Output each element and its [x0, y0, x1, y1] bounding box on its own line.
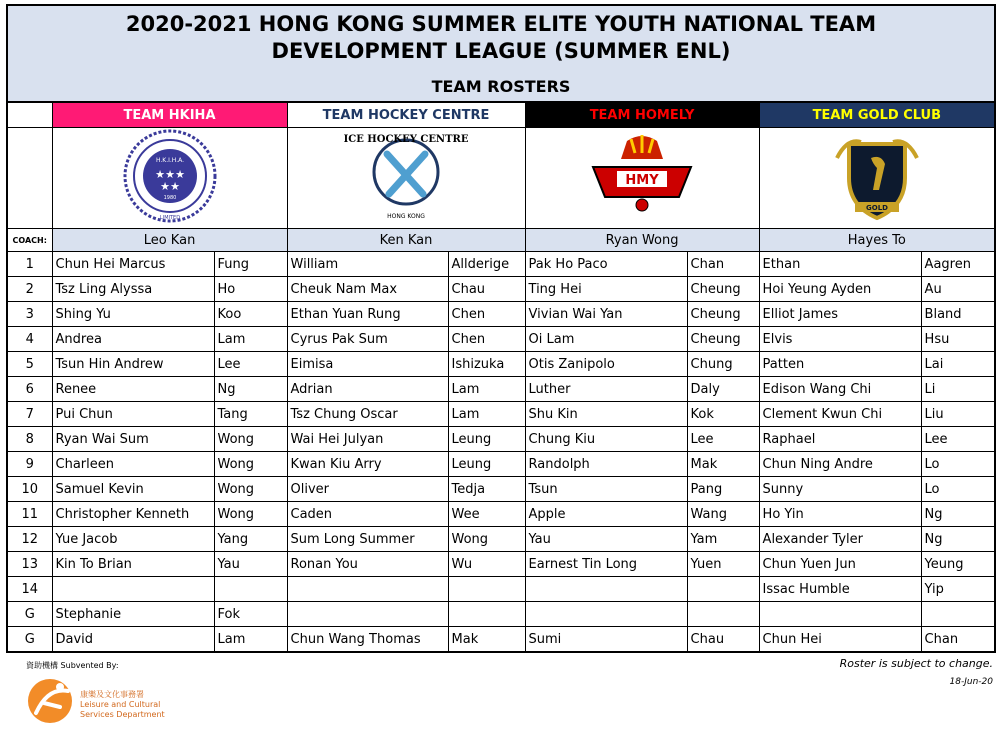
first-name: Yue Jacob	[52, 527, 214, 552]
last-name: Wong	[214, 502, 287, 527]
jersey-number: 3	[7, 302, 52, 327]
title-block	[6, 4, 996, 101]
last-name: Lam	[214, 627, 287, 653]
first-name: Ho Yin	[759, 502, 921, 527]
last-name: Chau	[448, 277, 525, 302]
last-name: Pang	[687, 477, 759, 502]
jersey-number: 5	[7, 352, 52, 377]
first-name: Charleen	[52, 452, 214, 477]
homely-logo-text: HMY	[625, 173, 659, 188]
first-name: Stephanie	[52, 602, 214, 627]
table-row	[7, 602, 995, 627]
jersey-number: G	[7, 602, 52, 627]
last-name: Lee	[687, 427, 759, 452]
last-name	[921, 602, 995, 627]
first-name: William	[287, 252, 448, 277]
hkiha-logo-text: H.K.I.H.A.	[155, 157, 184, 164]
roster-date: 18-Jun-20	[949, 677, 993, 687]
first-name: Wai Hei Julyan	[287, 427, 448, 452]
svg-text:★: ★	[174, 168, 185, 181]
coach-label: COACH:	[7, 229, 52, 252]
last-name: Cheung	[687, 327, 759, 352]
team-name-gold-club: TEAM GOLD CLUB	[759, 102, 995, 128]
first-name: Kwan Kiu Arry	[287, 452, 448, 477]
last-name: Tang	[214, 402, 287, 427]
last-name: Leung	[448, 452, 525, 477]
last-name: Wong	[214, 427, 287, 452]
table-row	[7, 427, 995, 452]
last-name: Chen	[448, 302, 525, 327]
jersey-number: 12	[7, 527, 52, 552]
last-name: Chan	[921, 627, 995, 653]
gold-club-logo-text: GOLD	[865, 204, 888, 212]
title-line-1: 2020-2021 HONG KONG SUMMER ELITE YOUTH NATIONAL TEAM	[125, 12, 877, 36]
first-name: Cyrus Pak Sum	[287, 327, 448, 352]
last-name: Daly	[687, 377, 759, 402]
first-name: Chun Hei	[759, 627, 921, 653]
last-name: Mak	[448, 627, 525, 653]
table-row	[7, 252, 995, 277]
first-name: Kin To Brian	[52, 552, 214, 577]
lcsd-name-zh: 康樂及文化事務署	[80, 690, 144, 699]
first-name: Tsz Ling Alyssa	[52, 277, 214, 302]
svg-text:★: ★	[169, 180, 180, 193]
hockey-centre-logo	[287, 128, 525, 229]
last-name: Mak	[687, 452, 759, 477]
first-name: Pui Chun	[52, 402, 214, 427]
last-name: Chan	[687, 252, 759, 277]
last-name	[687, 602, 759, 627]
hkiha-logo-year: 1980	[163, 195, 176, 201]
table-row	[7, 452, 995, 477]
last-name	[448, 577, 525, 602]
last-name: Lam	[214, 327, 287, 352]
first-name: David	[52, 627, 214, 653]
first-name: Caden	[287, 502, 448, 527]
first-name: Oliver	[287, 477, 448, 502]
first-name: Sum Long Summer	[287, 527, 448, 552]
first-name	[287, 577, 448, 602]
first-name: Chun Ning Andre	[759, 452, 921, 477]
last-name: Bland	[921, 302, 995, 327]
first-name: Chung Kiu	[525, 427, 687, 452]
last-name: Yam	[687, 527, 759, 552]
hkiha-logo-bottom: LIMITED	[159, 215, 180, 221]
last-name: Yau	[214, 552, 287, 577]
last-name: Allderige	[448, 252, 525, 277]
jersey-number: 8	[7, 427, 52, 452]
first-name: Pak Ho Paco	[525, 252, 687, 277]
first-name: Clement Kwun Chi	[759, 402, 921, 427]
first-name: Chun Yuen Jun	[759, 552, 921, 577]
first-name: Vivian Wai Yan	[525, 302, 687, 327]
first-name	[287, 602, 448, 627]
first-name: Ryan Wai Sum	[52, 427, 214, 452]
first-name	[525, 577, 687, 602]
first-name: Cheuk Nam Max	[287, 277, 448, 302]
coach-homely: Ryan Wong	[525, 229, 759, 252]
table-row	[7, 377, 995, 402]
svg-text:★: ★	[159, 180, 170, 193]
first-name: Tsun Hin Andrew	[52, 352, 214, 377]
jersey-number: 9	[7, 452, 52, 477]
hkiha-logo	[52, 128, 287, 229]
jersey-number: 10	[7, 477, 52, 502]
last-name: Wang	[687, 502, 759, 527]
first-name: Raphael	[759, 427, 921, 452]
last-name: Au	[921, 277, 995, 302]
last-name	[448, 602, 525, 627]
first-name: Shu Kin	[525, 402, 687, 427]
last-name: Liu	[921, 402, 995, 427]
first-name: Ting Hei	[525, 277, 687, 302]
first-name: Ronan You	[287, 552, 448, 577]
first-name: Randolph	[525, 452, 687, 477]
first-name: Earnest Tin Long	[525, 552, 687, 577]
last-name: Ng	[921, 527, 995, 552]
last-name: Cheung	[687, 302, 759, 327]
first-name: Adrian	[287, 377, 448, 402]
first-name: Luther	[525, 377, 687, 402]
subvented-by: 資助機構 Subvented By:	[26, 661, 119, 670]
last-name: Yip	[921, 577, 995, 602]
last-name: Lee	[214, 352, 287, 377]
last-name: Hsu	[921, 327, 995, 352]
hockey-centre-logo-bottom: HONG KONG	[387, 213, 425, 220]
last-name: Chung	[687, 352, 759, 377]
last-name: Lo	[921, 452, 995, 477]
first-name: Patten	[759, 352, 921, 377]
table-row	[7, 477, 995, 502]
team-name-homely: TEAM HOMELY	[525, 102, 759, 128]
jersey-number: 6	[7, 377, 52, 402]
table-row	[7, 527, 995, 552]
logo-row-label	[7, 128, 52, 229]
table-row	[7, 552, 995, 577]
last-name	[214, 577, 287, 602]
first-name: Tsz Chung Oscar	[287, 402, 448, 427]
last-name: Wong	[214, 477, 287, 502]
last-name: Wee	[448, 502, 525, 527]
last-name	[687, 577, 759, 602]
roster-table	[6, 101, 996, 653]
last-name: Chau	[687, 627, 759, 653]
table-row	[7, 277, 995, 302]
lcsd-name-en-2: Services Department	[80, 710, 165, 719]
first-name: Edison Wang Chi	[759, 377, 921, 402]
first-name: Ethan	[759, 252, 921, 277]
first-name: Elvis	[759, 327, 921, 352]
first-name: Chun Wang Thomas	[287, 627, 448, 653]
first-name: Otis Zanipolo	[525, 352, 687, 377]
first-name	[759, 602, 921, 627]
last-name: Cheung	[687, 277, 759, 302]
lcsd-name-en-1: Leisure and Cultural	[80, 700, 161, 709]
last-name: Fung	[214, 252, 287, 277]
corner-cell	[7, 102, 52, 128]
first-name: Oi Lam	[525, 327, 687, 352]
last-name: Ishizuka	[448, 352, 525, 377]
coach-hockey-centre: Ken Kan	[287, 229, 525, 252]
gold-club-logo	[759, 128, 995, 229]
last-name: Wong	[448, 527, 525, 552]
last-name: Li	[921, 377, 995, 402]
first-name	[525, 602, 687, 627]
team-name-hockey-centre: TEAM HOCKEY CENTRE	[287, 102, 525, 128]
first-name: Sunny	[759, 477, 921, 502]
last-name: Wong	[214, 452, 287, 477]
last-name: Yuen	[687, 552, 759, 577]
jersey-number: 13	[7, 552, 52, 577]
title-line-2: DEVELOPMENT LEAGUE (SUMMER ENL)	[271, 39, 731, 63]
first-name: Elliot James	[759, 302, 921, 327]
first-name: Shing Yu	[52, 302, 214, 327]
first-name: Yau	[525, 527, 687, 552]
table-row	[7, 302, 995, 327]
last-name: Kok	[687, 402, 759, 427]
first-name: Eimisa	[287, 352, 448, 377]
table-row	[7, 577, 995, 602]
last-name: Fok	[214, 602, 287, 627]
last-name: Tedja	[448, 477, 525, 502]
first-name: Ethan Yuan Rung	[287, 302, 448, 327]
last-name: Leung	[448, 427, 525, 452]
last-name: Ng	[214, 377, 287, 402]
table-row	[7, 352, 995, 377]
last-name: Lai	[921, 352, 995, 377]
last-name: Koo	[214, 302, 287, 327]
first-name: Christopher Kenneth	[52, 502, 214, 527]
table-row	[7, 327, 995, 352]
homely-logo	[525, 128, 759, 229]
last-name: Lam	[448, 402, 525, 427]
team-name-hkiha: TEAM HKIHA	[52, 102, 287, 128]
last-name: Ho	[214, 277, 287, 302]
jersey-number: 14	[7, 577, 52, 602]
last-name: Yeung	[921, 552, 995, 577]
jersey-number: 2	[7, 277, 52, 302]
roster-note: Roster is subject to change.	[839, 657, 993, 670]
svg-text:★: ★	[154, 168, 165, 181]
jersey-number: 4	[7, 327, 52, 352]
first-name: Apple	[525, 502, 687, 527]
lcsd-name	[80, 690, 165, 720]
jersey-number: 11	[7, 502, 52, 527]
jersey-number: 7	[7, 402, 52, 427]
hockey-centre-logo-text: ICE HOCKEY CENTRE	[343, 134, 469, 145]
last-name: Lo	[921, 477, 995, 502]
last-name: Aagren	[921, 252, 995, 277]
roster-sheet	[6, 4, 996, 653]
first-name: Tsun	[525, 477, 687, 502]
last-name: Lee	[921, 427, 995, 452]
last-name: Ng	[921, 502, 995, 527]
last-name: Yang	[214, 527, 287, 552]
first-name: Issac Humble	[759, 577, 921, 602]
first-name: Samuel Kevin	[52, 477, 214, 502]
first-name: Alexander Tyler	[759, 527, 921, 552]
first-name: Hoi Yeung Ayden	[759, 277, 921, 302]
first-name: Andrea	[52, 327, 214, 352]
coach-gold-club: Hayes To	[759, 229, 995, 252]
jersey-number: G	[7, 627, 52, 653]
svg-text:★: ★	[164, 168, 175, 181]
subtitle: TEAM ROSTERS	[431, 77, 571, 96]
table-row	[7, 502, 995, 527]
last-name: Wu	[448, 552, 525, 577]
first-name	[52, 577, 214, 602]
jersey-number: 1	[7, 252, 52, 277]
last-name: Lam	[448, 377, 525, 402]
table-row	[7, 627, 995, 653]
first-name: Chun Hei Marcus	[52, 252, 214, 277]
table-row	[7, 402, 995, 427]
last-name: Chen	[448, 327, 525, 352]
first-name: Renee	[52, 377, 214, 402]
first-name: Sumi	[525, 627, 687, 653]
coach-hkiha: Leo Kan	[52, 229, 287, 252]
